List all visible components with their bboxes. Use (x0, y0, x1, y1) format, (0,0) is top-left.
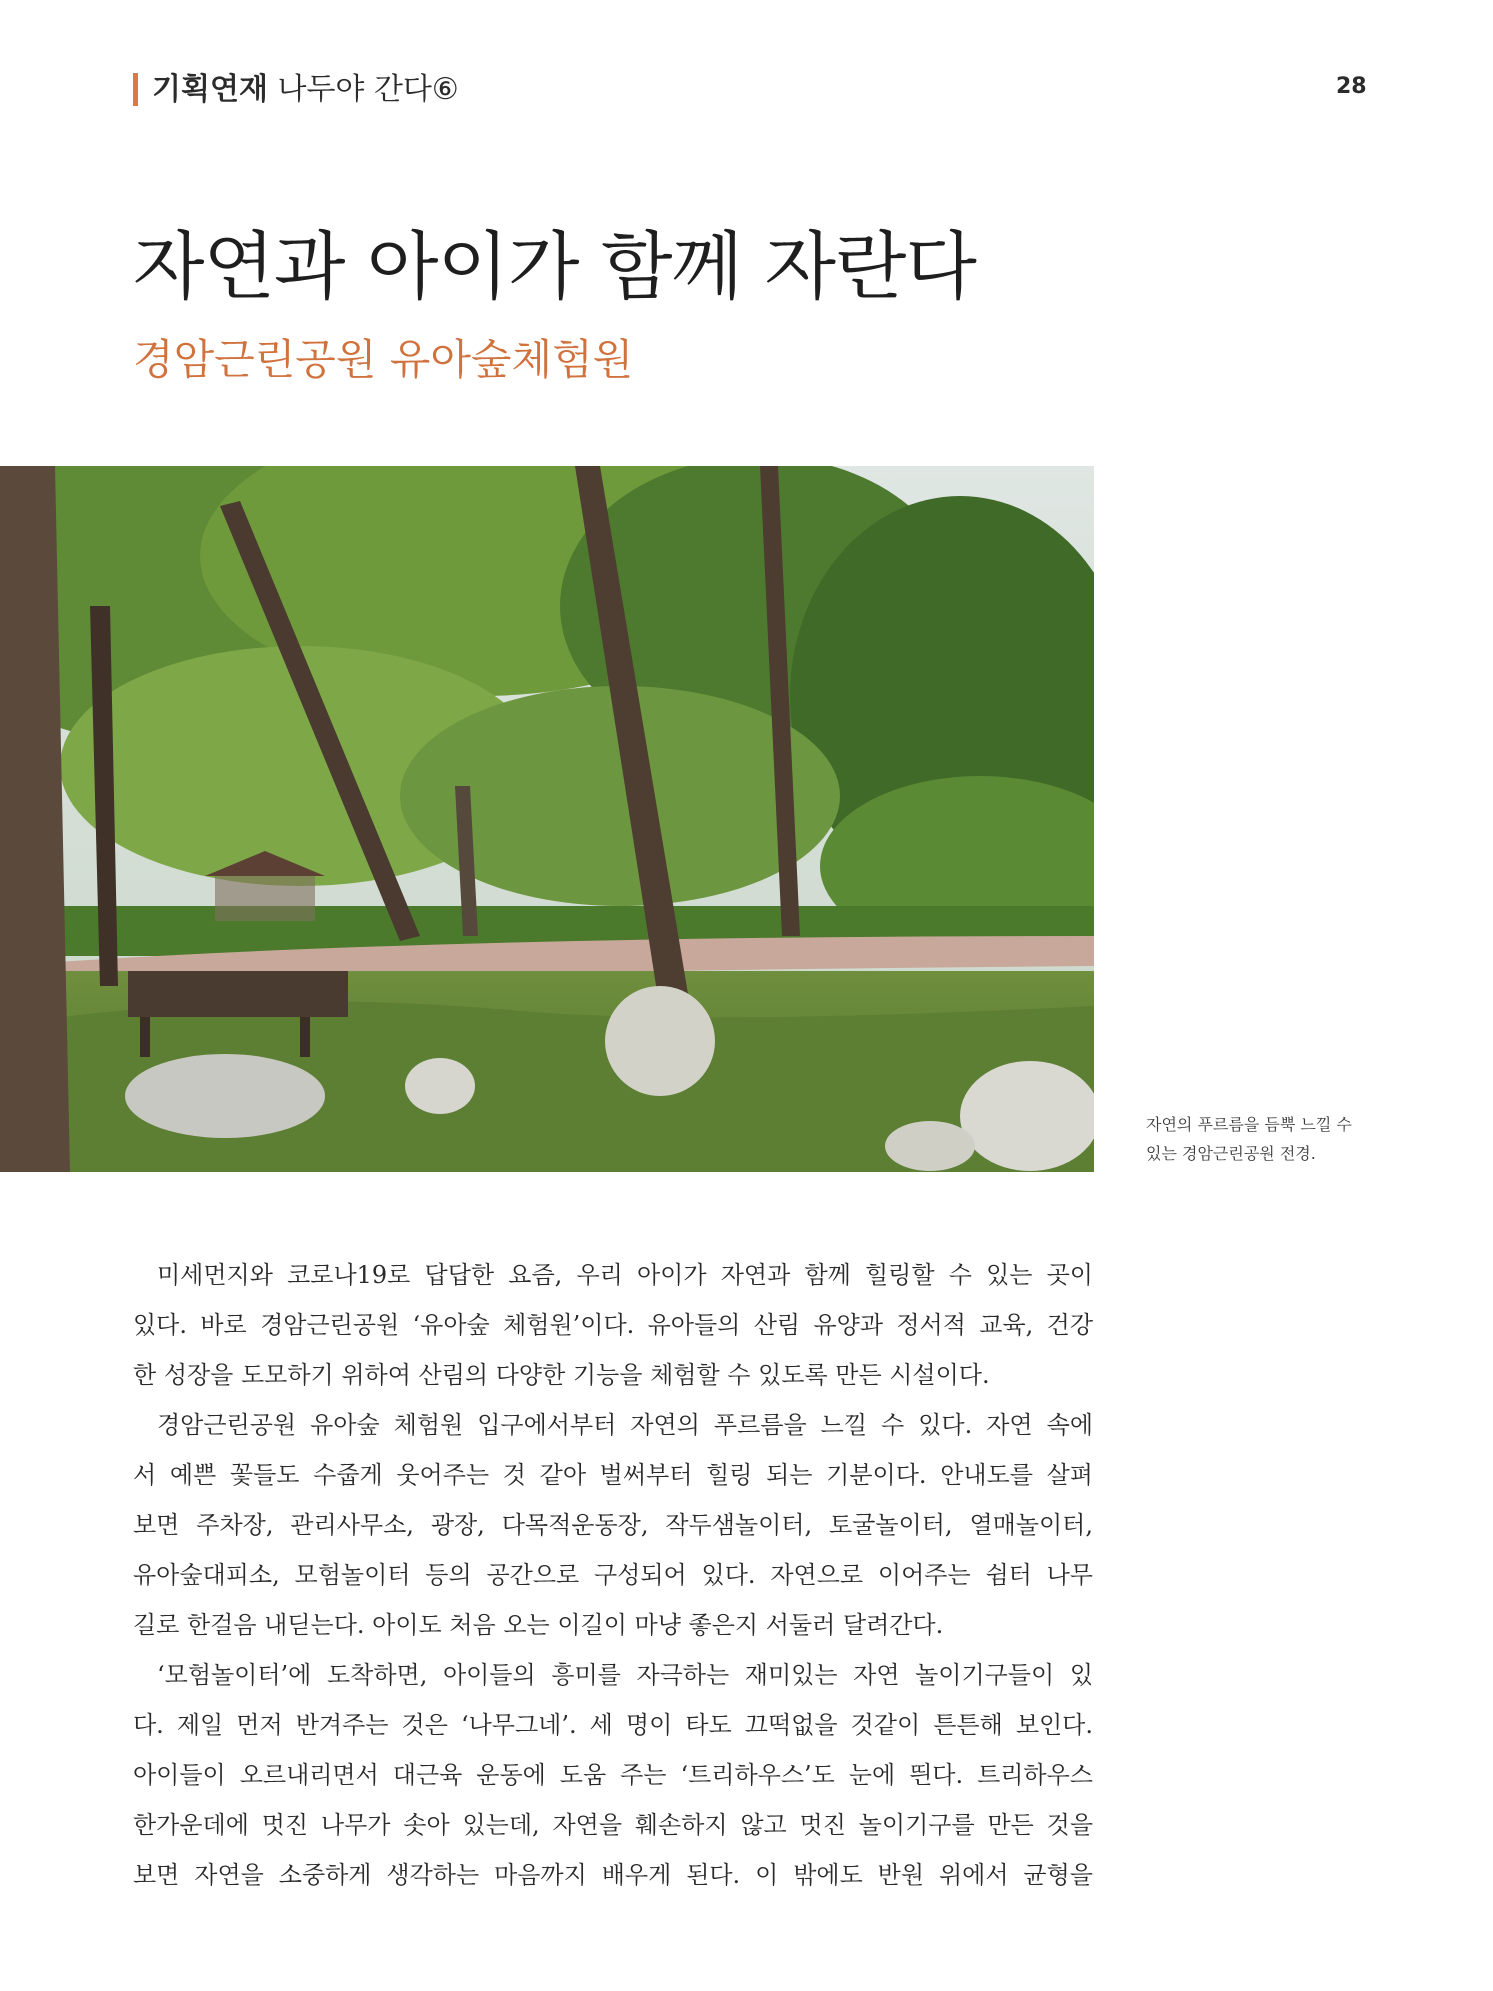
header-accent-bar (133, 73, 138, 106)
park-photo (0, 466, 1094, 1172)
body-line: 한 성장을 도모하기 위하여 산림의 다양한 기능을 체험할 수 있도록 만든 시설이다. (133, 1361, 990, 1389)
photo-caption (1146, 1110, 1386, 1168)
caption-line: 자연의 푸르름을 듬뿍 느낄 수 (1146, 1115, 1352, 1134)
body-line: 경암근린공원 유아숲 체험원 입구에서부터 자연의 푸르름을 느낄 수 있다. 자연 속에 (157, 1411, 1093, 1439)
body-line: 보면 자연을 소중하게 생각하는 마음까지 배우게 된다. 이 밖에도 반원 위에서 균형을 (133, 1861, 1093, 1889)
body-line: 유아숲대피소, 모험놀이터 등의 공간으로 구성되어 있다. 자연으로 이어주는 쉼터 나무 (133, 1561, 1093, 1589)
caption-line: 있는 경암근린공원 전경. (1146, 1144, 1316, 1163)
article-subtitle: 경암근린공원 유아숲체험원 (133, 335, 634, 384)
article-body (133, 1250, 1093, 1900)
body-line: 길로 한걸음 내딛는다. 아이도 처음 오는 이길이 마냥 좋은지 서둘러 달려간다. (133, 1611, 944, 1639)
series-title: 나두야 간다⑥ (277, 72, 459, 107)
article-title: 자연과 아이가 함께 자란다 (133, 224, 976, 310)
page-number: 28 (1336, 74, 1367, 99)
body-line: 한가운데에 멋진 나무가 솟아 있는데, 자연을 훼손하지 않고 멋진 놀이기구를 만든 것을 (133, 1811, 1093, 1839)
body-line: 보면 주차장, 관리사무소, 광장, 다목적운동장, 작두샘놀이터, 토굴놀이터, 열매놀이터, (133, 1511, 1093, 1539)
body-line: 아이들이 오르내리면서 대근육 운동에 도움 주는 ‘트리하우스’도 눈에 띈다. 트리하우스 (133, 1761, 1093, 1789)
body-line: ‘모험놀이터’에 도착하면, 아이들의 흥미를 자극하는 재미있는 자연 놀이기구들이 있 (157, 1661, 1093, 1689)
running-header (152, 72, 459, 108)
body-line: 미세먼지와 코로나19로 답답한 요즘, 우리 아이가 자연과 함께 힐링할 수 있는 곳이 (157, 1261, 1093, 1289)
body-line: 다. 제일 먼저 반겨주는 것은 ‘나무그네’. 세 명이 타도 끄떡없을 것같이 튼튼해 보인다. (133, 1711, 1093, 1739)
body-line: 있다. 바로 경암근린공원 ‘유아숲 체험원’이다. 유아들의 산림 유양과 정서적 교육, 건강 (133, 1311, 1093, 1339)
body-line: 서 예쁜 꽃들도 수줍게 웃어주는 것 같아 벌써부터 힐링 되는 기분이다. 안내도를 살펴 (133, 1461, 1093, 1489)
series-label: 기획연재 (152, 72, 268, 107)
